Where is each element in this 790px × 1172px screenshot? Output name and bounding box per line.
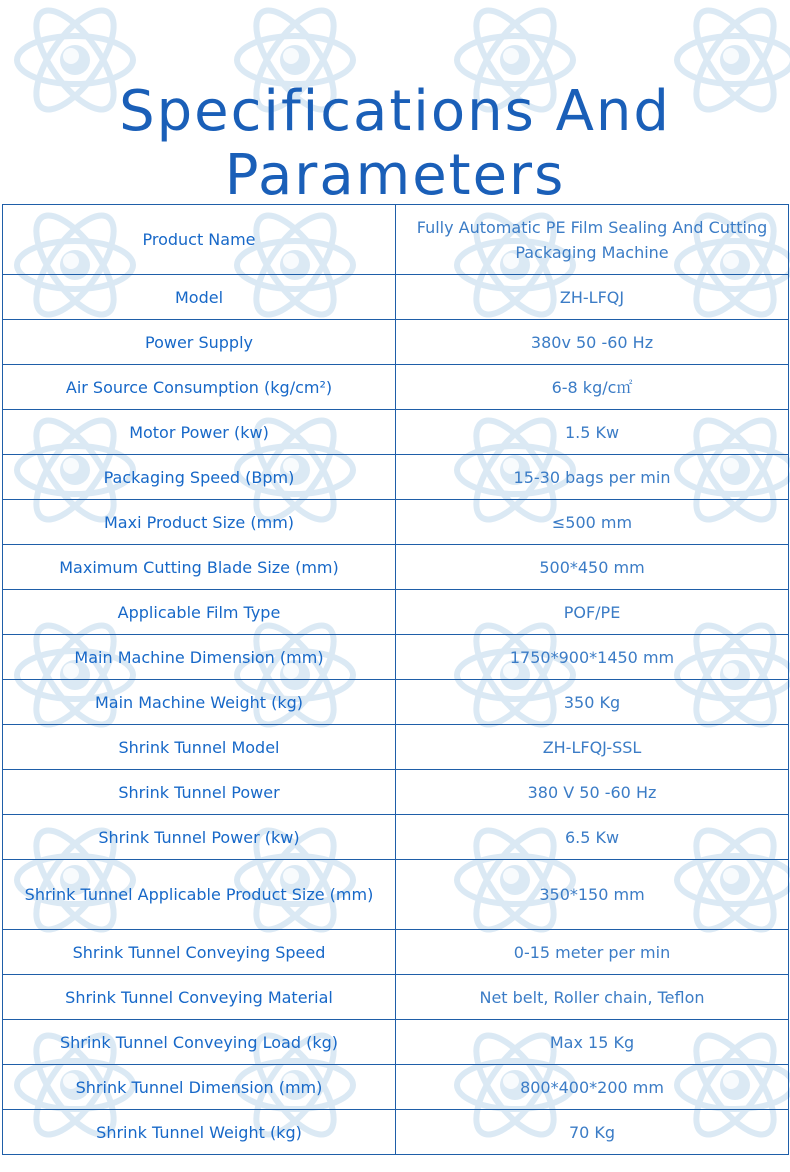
spec-row [3, 1065, 789, 1110]
spec-row [3, 815, 789, 860]
spec-value: 6.5 Kw [396, 815, 789, 860]
spec-row [3, 770, 789, 815]
spec-value: 350*150 mm [396, 860, 789, 930]
spec-row [3, 410, 789, 455]
spec-value: 70 Kg [396, 1110, 789, 1155]
spec-row [3, 455, 789, 500]
spec-value: 6-8 kg/c㎡ [396, 365, 789, 410]
page-title-line1: Specifications And [119, 78, 671, 144]
spec-value: ≤500 mm [396, 500, 789, 545]
spec-value: Fully Automatic PE Film Sealing And Cutting Packaging Machine [396, 205, 789, 275]
spec-row [3, 1110, 789, 1155]
spec-param-label: Main Machine Weight (kg) [3, 680, 396, 725]
spec-row [3, 205, 789, 275]
spec-value: 800*400*200 mm [396, 1065, 789, 1110]
spec-param-label: Shrink Tunnel Dimension (mm) [3, 1065, 396, 1110]
spec-row [3, 1020, 789, 1065]
spec-row [3, 930, 789, 975]
spec-row [3, 725, 789, 770]
spec-value: 500*450 mm [396, 545, 789, 590]
spec-row [3, 635, 789, 680]
spec-param-label: Power Supply [3, 320, 396, 365]
spec-param-label: Model [3, 275, 396, 320]
spec-row [3, 590, 789, 635]
spec-value: ZH-LFQJ-SSL [396, 725, 789, 770]
spec-table-body [3, 205, 789, 1155]
spec-value: Max 15 Kg [396, 1020, 789, 1065]
spec-param-label: Shrink Tunnel Power (kw) [3, 815, 396, 860]
spec-param-label: Product Name [3, 205, 396, 275]
spec-param-label: Shrink Tunnel Conveying Material [3, 975, 396, 1020]
spec-value: 1.5 Kw [396, 410, 789, 455]
spec-param-label: Applicable Film Type [3, 590, 396, 635]
spec-param-label: Shrink Tunnel Weight (kg) [3, 1110, 396, 1155]
spec-param-label: Shrink Tunnel Conveying Load (kg) [3, 1020, 396, 1065]
spec-row [3, 500, 789, 545]
spec-table [2, 204, 789, 1155]
spec-row [3, 320, 789, 365]
spec-param-label: Maximum Cutting Blade Size (mm) [3, 545, 396, 590]
spec-value: 1750*900*1450 mm [396, 635, 789, 680]
spec-param-label: Packaging Speed (Bpm) [3, 455, 396, 500]
spec-value: ZH-LFQJ [396, 275, 789, 320]
spec-param-label: Shrink Tunnel Power [3, 770, 396, 815]
spec-param-label: Maxi Product Size (mm) [3, 500, 396, 545]
spec-param-label: Main Machine Dimension (mm) [3, 635, 396, 680]
spec-row [3, 975, 789, 1020]
spec-value: POF/PE [396, 590, 789, 635]
page-title-line2: Parameters [224, 142, 566, 208]
spec-row [3, 365, 789, 410]
spec-param-label: Shrink Tunnel Conveying Speed [3, 930, 396, 975]
spec-row [3, 545, 789, 590]
page-title [0, 80, 790, 208]
spec-row [3, 860, 789, 930]
spec-value: 380 V 50 -60 Hz [396, 770, 789, 815]
spec-value: Net belt, Roller chain, Teflon [396, 975, 789, 1020]
spec-value: 380v 50 -60 Hz [396, 320, 789, 365]
spec-value: 0-15 meter per min [396, 930, 789, 975]
spec-param-label: Shrink Tunnel Model [3, 725, 396, 770]
spec-param-label: Air Source Consumption (kg/cm²) [3, 365, 396, 410]
spec-value: 15-30 bags per min [396, 455, 789, 500]
spec-param-label: Shrink Tunnel Applicable Product Size (mm) [3, 860, 396, 930]
spec-row [3, 275, 789, 320]
spec-row [3, 680, 789, 725]
spec-value: 350 Kg [396, 680, 789, 725]
spec-param-label: Motor Power (kw) [3, 410, 396, 455]
